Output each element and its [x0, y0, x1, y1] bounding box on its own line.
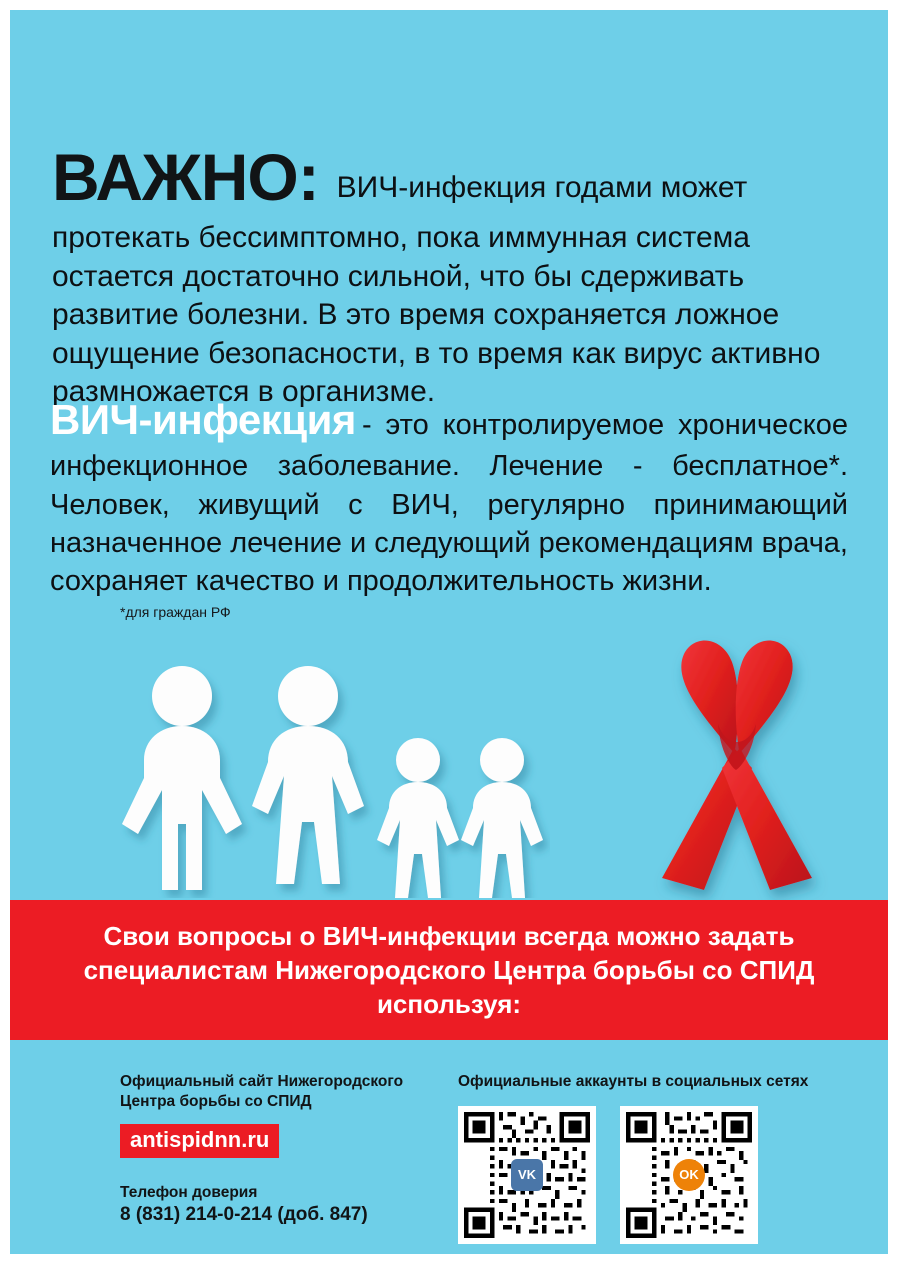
important-paragraph [52, 135, 846, 411]
social-accounts-label: Официальные аккаунты в социальных сетях [458, 1073, 809, 1090]
phone-label: Телефон доверия [120, 1183, 258, 1201]
phone-block [120, 1184, 440, 1226]
ok-logo-icon: OK [673, 1159, 705, 1191]
hiv-paragraph [50, 392, 848, 601]
hiv-block [10, 392, 888, 601]
red-ribbon-svg [622, 628, 852, 900]
vk-logo-icon: VK [511, 1159, 543, 1191]
phone-number[interactable]: 8 (831) 214-0-214 (доб. 847) [120, 1203, 368, 1225]
qr-code-ok[interactable] [620, 1106, 758, 1244]
red-call-to-action-band [10, 900, 888, 1040]
paper-people-icon [120, 648, 550, 898]
official-site-label: Официальный сайт Нижегородского Центра борьбы со СПИД [120, 1073, 404, 1110]
red-ribbon-icon [622, 628, 852, 900]
hiv-title: ВИЧ-инфекция [50, 396, 356, 443]
paper-people-svg [120, 648, 550, 898]
hiv-body-text: - это контролируемое хроническое инфекционное заболевание. Лечение - бесплатное*. Человек, живущий с ВИЧ, регулярно принимающий назначенное лечение и следующий рекомендациям врача, сохраняет качество и продолжительность жизни. [50, 409, 848, 598]
contacts-left-column [120, 1072, 440, 1226]
important-block [10, 135, 888, 411]
contacts-right-column [458, 1072, 838, 1244]
hiv-footnote: *для граждан РФ [120, 604, 231, 620]
contacts-section [10, 1040, 888, 1254]
illustration-area [10, 628, 888, 900]
qr-codes-row [458, 1106, 838, 1244]
red-band-text: Свои вопросы о ВИЧ-инфекции всегда можно задать специалистам Нижегородского Центра борьбы со СПИД используя: [83, 920, 815, 1020]
important-text: ВИЧ-инфекция годами может протекать бессимптомно, пока иммунная система остается достаточно сильной, что бы сдерживать развитие болезни. В это время сохраняется ложное ощущение безопасности, в то время как вирус активно размножается в организме. [52, 171, 821, 409]
poster-sheet [10, 10, 888, 1254]
qr-code-vk[interactable] [458, 1106, 596, 1244]
site-url-badge[interactable]: antispidnn.ru [120, 1124, 279, 1158]
important-keyword: ВАЖНО: [52, 140, 319, 214]
